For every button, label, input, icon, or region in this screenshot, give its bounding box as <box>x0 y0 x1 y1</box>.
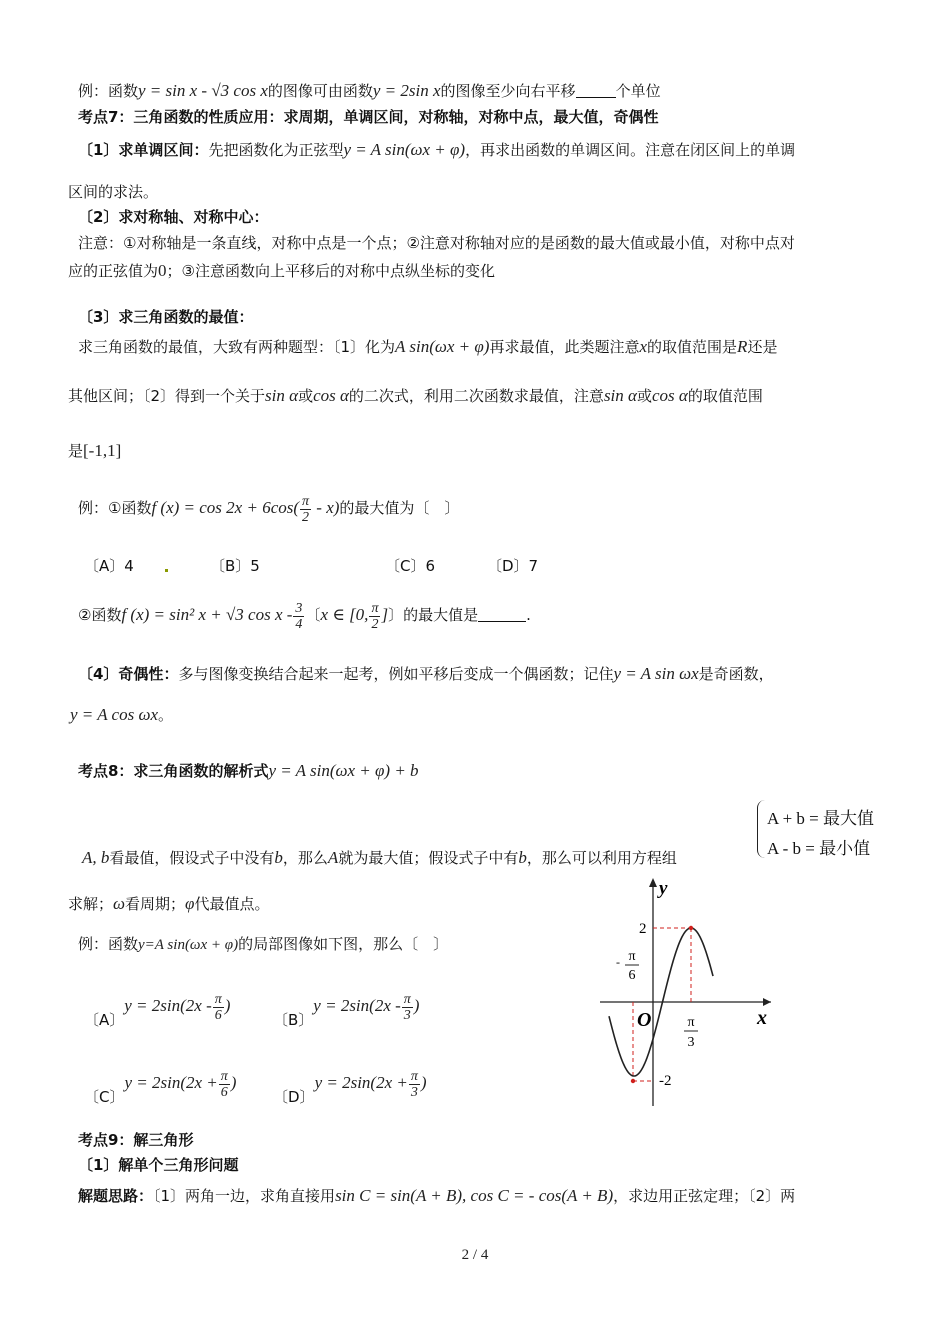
formula: y = A sin(ωx + φ) <box>343 140 466 159</box>
origin-label: O <box>637 1009 652 1031</box>
y-axis-arrow-icon <box>649 878 657 887</box>
x-axis-arrow-icon <box>763 998 771 1006</box>
option-d[interactable]: 〔D〕7 <box>487 557 539 575</box>
formula: A sin(ωx + φ) <box>395 337 490 356</box>
formula <box>151 493 340 525</box>
option-c[interactable]: 〔C〕6 <box>385 557 436 575</box>
formula-part: - x) <box>312 498 340 517</box>
formula-part: ) <box>224 996 231 1015</box>
formula: R <box>737 337 748 356</box>
text: 的最大值为〔 〕 <box>339 499 460 517</box>
text: 求三角函数的最值，大致有两种题型：〔1〕化为 <box>78 338 396 356</box>
sec4-line <box>78 663 774 685</box>
text: 的取值范围 <box>687 387 763 405</box>
kaodian9-title: 考点9：解三角形 <box>78 1131 194 1149</box>
formula: φ <box>185 894 195 913</box>
text: 的图像可由函数 <box>267 82 373 100</box>
numerator: π <box>371 600 379 616</box>
text: 看最值，假设式子中没有 <box>109 849 275 867</box>
option-label: 〔C〕 <box>84 1088 125 1106</box>
sec3-p2 <box>68 385 763 407</box>
text: 再求最值，此类题注意 <box>489 338 640 356</box>
formula-part: y = 2sin(2x + <box>124 1073 218 1092</box>
denominator: 3 <box>403 1007 411 1023</box>
sec4-label: 〔4〕奇偶性： <box>78 665 179 683</box>
blank <box>478 606 526 622</box>
text: 的取值范围是 <box>647 338 738 356</box>
formula-part: y = 2sin(2x - <box>313 996 401 1015</box>
text: 看周期； <box>125 895 186 913</box>
fraction <box>293 601 304 632</box>
sec3-label: 〔3〕求三角函数的最值： <box>78 308 254 326</box>
option-b[interactable] <box>273 986 419 1040</box>
x-axis-label: x <box>757 1007 767 1029</box>
formula: y=A sin(ωx + φ) <box>138 937 239 953</box>
page-number: 2 / 4 <box>461 1247 489 1263</box>
example2-line <box>78 595 531 635</box>
formula <box>124 1068 237 1100</box>
formula: A <box>327 848 339 867</box>
formula-part: f (x) = cos 2x + 6cos( <box>151 498 300 517</box>
text: 。 <box>158 706 174 724</box>
kaodian8-title: 考点8：求三角函数的解析式 <box>78 762 269 780</box>
option-b[interactable]: 〔B〕5 <box>210 557 260 575</box>
kaodian8-p2 <box>68 893 269 915</box>
formula: y = 2sin x <box>372 81 441 100</box>
denominator: 2 <box>371 616 379 632</box>
formula <box>121 600 305 632</box>
numerator: π <box>220 1068 228 1084</box>
formula: [-1,1] <box>83 441 122 460</box>
text: 〔 <box>305 606 321 624</box>
fraction <box>402 992 413 1023</box>
numerator: 3 <box>295 600 303 616</box>
min-point <box>631 1079 635 1083</box>
text: 多与图像变换结合起来一起考，例如平移后变成一个偶函数；记住 <box>178 665 614 683</box>
text: ，那么可以利用方程组 <box>526 849 677 867</box>
text: 就为最大值；假设式子中有 <box>338 849 519 867</box>
formula: y = A sin ωx <box>613 664 699 683</box>
text: 或 <box>636 387 652 405</box>
text: 是奇函数， <box>698 665 774 683</box>
text: 应的正弦值为 <box>68 262 159 280</box>
option-d[interactable] <box>273 1063 427 1117</box>
equation-row: A + b = 最大值 <box>767 809 875 828</box>
sec1-line <box>78 139 795 161</box>
fraction <box>219 1069 230 1100</box>
text: 的二次式，利用二次函数求最值，注意 <box>348 387 604 405</box>
numerator: π <box>403 991 411 1007</box>
formula-part: f (x) = sin² x + √3 cos x - <box>121 605 293 624</box>
stray-mark <box>165 569 168 572</box>
formula: cos α <box>651 386 688 405</box>
fraction <box>300 494 311 525</box>
fraction <box>213 992 224 1023</box>
formula: ω <box>113 894 126 913</box>
sec4-line2 <box>70 704 173 726</box>
numerator: π <box>214 991 222 1007</box>
equation-row: A - b = 最小值 <box>767 839 871 858</box>
formula: sin α <box>603 386 637 405</box>
formula: x <box>639 337 648 356</box>
formula: 0 <box>158 261 167 280</box>
text: 〔1〕两角一边，求角直接用 <box>153 1187 336 1205</box>
formula: y = A sin(ωx + φ) + b <box>268 761 419 780</box>
text: 例：函数 <box>78 82 139 100</box>
sec2-note1: 注意：①对称轴是一条直线，对称中点是一个点；②注意对称轴对应的是函数的最大值或最小值，对称中点对 <box>78 234 795 252</box>
text: 〕的最大值是 <box>388 606 479 624</box>
brace <box>757 800 766 858</box>
text: 的图像至少向右平移 <box>440 82 576 100</box>
sec1-line2: 区间的求法。 <box>68 183 159 201</box>
text: 例：①函数 <box>78 499 152 517</box>
option-a[interactable] <box>84 986 230 1040</box>
fraction <box>369 601 380 632</box>
sec3-p3 <box>68 440 121 462</box>
text: ，再求出函数的单调区间。注意在闭区间上的单调 <box>465 141 796 159</box>
text: . <box>526 606 531 624</box>
text: ②函数 <box>78 606 122 624</box>
option-c[interactable] <box>84 1063 236 1117</box>
text: ；③注意函数向上平移后的对称中点纵坐标的变化 <box>166 262 495 280</box>
formula-part: ) <box>420 1073 427 1092</box>
formula: cos α <box>313 386 349 405</box>
formula-part: ) <box>230 1073 237 1092</box>
kaodian7-title: 考点7：三角函数的性质应用：求周期，单调区间，对称轴，对称中点，最大值，奇偶性 <box>78 108 659 126</box>
text: 还是 <box>747 338 778 356</box>
x-pos-numerator: π <box>687 1015 695 1030</box>
formula: b <box>518 848 527 867</box>
example3-line <box>78 933 448 956</box>
option-label: 〔B〕 <box>273 1011 314 1029</box>
formula <box>313 991 420 1023</box>
y-max-label: 2 <box>639 921 647 937</box>
formula: b <box>274 848 283 867</box>
y-min-label: -2 <box>659 1073 672 1089</box>
option-label: 〔D〕 <box>273 1088 315 1106</box>
text: 的局部图像如下图，那么〔 〕 <box>238 935 449 953</box>
fraction <box>409 1069 420 1100</box>
kaodian8-p1 <box>82 847 677 869</box>
text: ，那么 <box>282 849 328 867</box>
denominator: 4 <box>295 616 303 632</box>
kaodian9-line <box>78 1185 795 1207</box>
text: 或 <box>298 387 314 405</box>
text: 求解； <box>68 895 114 913</box>
denominator: 3 <box>410 1084 418 1100</box>
text: 是 <box>68 442 84 460</box>
formula <box>320 600 389 632</box>
option-label: 〔A〕 <box>84 1011 125 1029</box>
text: 先把函数化为正弦型 <box>208 141 344 159</box>
formula-part: x ∈ [0, <box>320 605 369 624</box>
formula: y = sin x - √3 cos x <box>138 81 268 100</box>
formula: sin α <box>265 386 299 405</box>
text: ，求边用正弦定理；〔2〕两 <box>613 1187 796 1205</box>
x-neg-denominator: 6 <box>628 968 636 983</box>
solve-label: 解题思路： <box>78 1187 154 1205</box>
text: 其他区间；〔2〕得到一个关于 <box>68 387 266 405</box>
formula: y = A cos ωx <box>70 705 158 724</box>
max-point <box>689 926 693 930</box>
sec1-label: 〔1〕求单调区间： <box>78 141 209 159</box>
text: 代最值点。 <box>194 895 270 913</box>
formula-part: ] <box>381 605 389 624</box>
example1-line <box>78 488 459 528</box>
blank <box>576 82 616 98</box>
formula <box>314 1068 427 1100</box>
denominator: 6 <box>214 1007 222 1023</box>
sine-graph <box>595 876 780 1108</box>
option-a[interactable]: 〔A〕4 <box>84 557 134 575</box>
x-neg-sign: - <box>616 955 620 969</box>
sec2-note2 <box>68 260 495 282</box>
x-neg-numerator: π <box>628 949 636 964</box>
sec2-label: 〔2〕求对称轴、对称中心： <box>78 208 269 226</box>
denominator: 6 <box>220 1084 228 1100</box>
denominator: 2 <box>302 509 310 525</box>
formula-part: y = 2sin(2x - <box>124 996 212 1015</box>
formula: sin C = sin(A + B), cos C = - cos(A + B) <box>335 1186 614 1205</box>
formula <box>124 991 231 1023</box>
text: 例：函数 <box>78 935 139 953</box>
numerator: π <box>302 493 310 509</box>
kaodian8-title-line <box>78 760 419 782</box>
example-shift-line <box>78 80 661 102</box>
numerator: π <box>410 1068 418 1084</box>
text: 个单位 <box>615 82 661 100</box>
formula-part: y = 2sin(2x + <box>314 1073 408 1092</box>
formula: A, b <box>82 848 110 867</box>
kaodian9-sub1: 〔1〕解单个三角形问题 <box>78 1156 239 1174</box>
formula-part: ) <box>413 996 420 1015</box>
y-axis-label: y <box>659 878 668 899</box>
x-pos-denominator: 3 <box>687 1035 695 1050</box>
sec3-p1 <box>78 336 777 358</box>
